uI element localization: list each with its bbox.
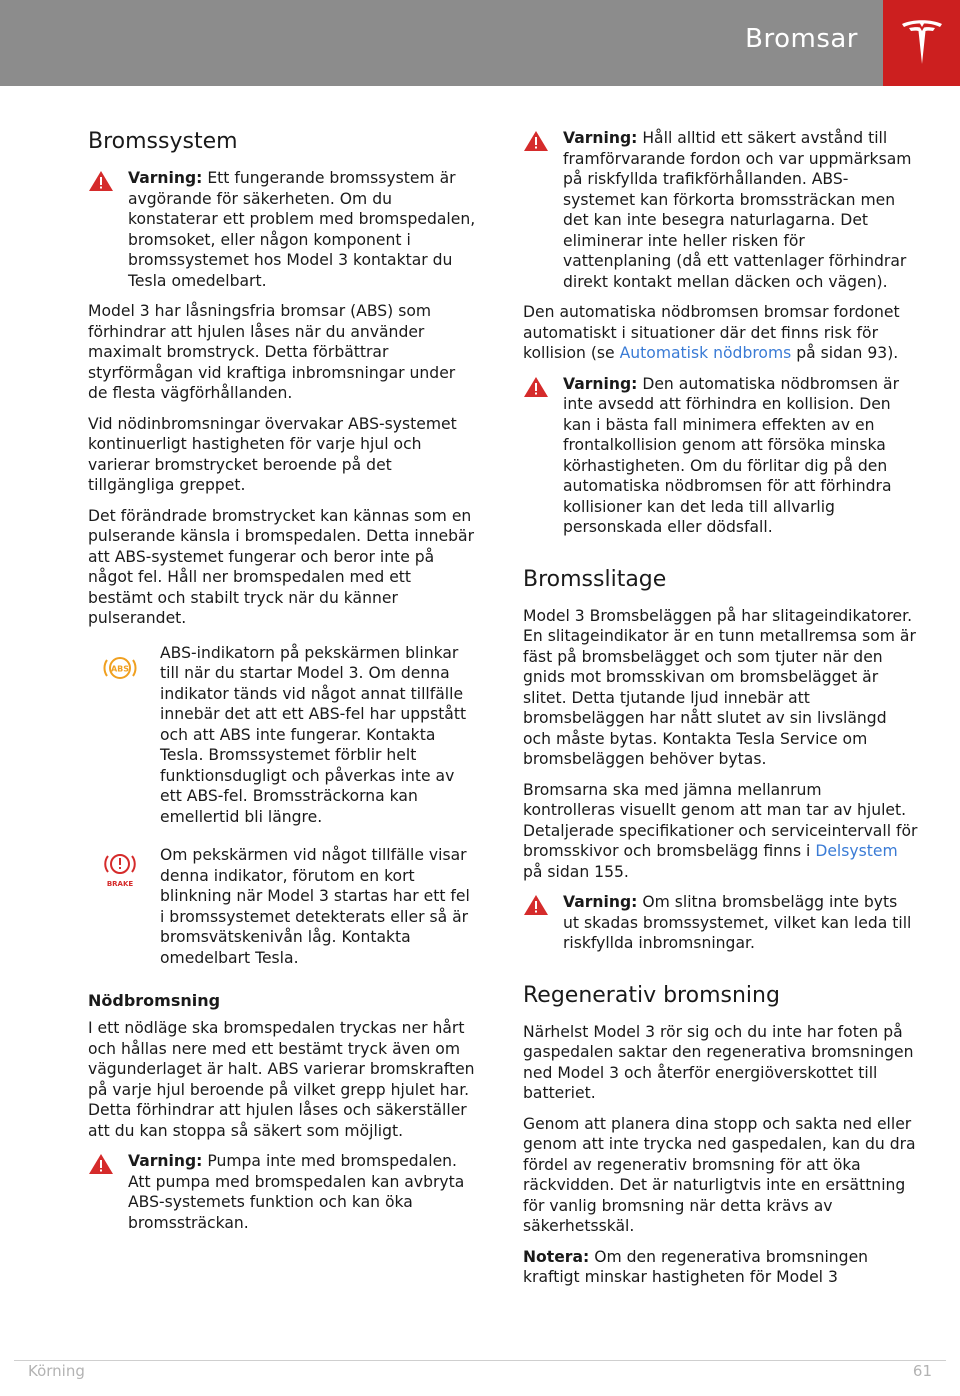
warning-icon	[523, 130, 549, 152]
brake-indicator-text: Om pekskärmen vid något tillfälle visar denna indikator, förutom en kort blinkning när Model 3 startas har ett fel i bromssystemet detekterats eller så är bromsvätskenivån låg. Kontakta omedelbart Tesla.	[160, 846, 470, 967]
heading-bromssystem: Bromssystem	[88, 129, 238, 154]
paragraph-regen-range: Genom att planera dina stopp och sakta ned eller genom att inte trycka ned gaspedalen, kan du dra fördel av regenerativ bromsning för att öka räckvidden. Det är naturligtvis inte en ersättning för vanlig bromsning när detta krävs av säkerhetsskäl.	[523, 1114, 916, 1235]
warning-label: Varning:	[128, 1152, 203, 1170]
link-automatisk-nodbroms[interactable]: Automatisk nödbroms	[619, 344, 792, 362]
warning-icon	[88, 1153, 114, 1175]
paragraph-aeb: Den automatiska nödbromsen bromsar fordonet automatiskt i situationer där det finns risk för kollision (se Automatisk nödbroms på sidan 93).	[523, 303, 900, 362]
warning-icon	[523, 894, 549, 916]
warning-label: Varning:	[563, 374, 638, 393]
note-label: Notera:	[523, 1247, 590, 1266]
warning-text: Pumpa inte med bromspedalen. Att pumpa med bromspedalen kan avbryta ABS-systemets funktion och kan öka bromssträckan.	[128, 1152, 465, 1232]
paragraph-emergency: I ett nödläge ska bromspedalen tryckas ner hårt och hållas nere med ett bestämt tryck även om vägunderlaget är halt. ABS varierar bromskraften på varje hjul beroende på vilket grepp hjulet har. Detta förhindrar att hjulen låses och säkerställer att du kan stoppa så säkert som möjligt.	[88, 1019, 475, 1140]
brake-indicator-icon	[98, 850, 142, 890]
footer-divider	[14, 1360, 946, 1361]
paragraph-pulsing: Det förändrade bromstrycket kan kännas som en pulserande känsla i bromspedalen. Detta innebär att ABS-systemet fungerar och beror inte på något fel. Håll ner bromspedalen med ett bestämt och stabilt tryck när du känner pulserandet.	[88, 506, 474, 627]
warning-text: Håll alltid ett säkert avstånd till framförvarande fordon och var uppmärksam på riskfyllda trafikförhållanden. ABS-systemet kan förkorta bromssträckan men det kan inte besegra naturlagarna. Det eliminerar inte heller risken för vattenplaning (då ett vattenlager förhindrar direkt kontakt mellan däcken och vägen).	[563, 129, 912, 291]
warning-brake-system	[88, 168, 476, 291]
brake-indicator-block	[88, 845, 476, 968]
paragraph-regen-intro: Närhelst Model 3 rör sig och du inte har foten på gaspedalen saktar den regenerativa bromsningen ned Model 3 och återför energiöverskottet till batteriet.	[523, 1022, 914, 1102]
page-header	[0, 0, 960, 86]
page-number: 61	[912, 1362, 932, 1380]
tesla-logo-icon	[900, 18, 944, 68]
brake-icon-label: BRAKE	[106, 880, 134, 888]
warning-icon	[88, 170, 114, 192]
warning-label: Varning:	[563, 893, 638, 911]
warning-aeb	[523, 374, 918, 538]
chapter-title: Bromsar	[745, 24, 858, 54]
tesla-logo	[883, 0, 960, 86]
paragraph-abs-monitoring: Vid nödinbromsningar övervakar ABS-systemet kontinuerligt hastigheten för varje hjul och varierar bromstrycket beroende på det tillgängliga greppet.	[88, 414, 457, 494]
abs-indicator-text: ABS-indikatorn på pekskärmen blinkar till när du startar Model 3. Om denna indikator tänds vid något annat tillfälle innebär det att ett ABS-fel har uppstått och att ABS inte fungerar. Kontakta Tesla. Bromssystemet förblir helt funktionsdugligt och påverkas inte av ett ABS-fel. Bromssträckorna kan emellertid bli längre.	[160, 643, 467, 826]
footer-section: Körning	[28, 1362, 85, 1380]
warning-worn-pads	[523, 892, 918, 954]
abs-indicator-block	[88, 643, 476, 828]
note-regen: Notera: Om den regenerativa bromsningen kraftigt minskar hastigheten för Model 3	[523, 1247, 869, 1286]
left-column	[88, 128, 476, 1243]
heading-bromsslitage: Bromsslitage	[523, 566, 667, 592]
heading-regenerativ: Regenerativ bromsning	[523, 982, 780, 1008]
warning-text: Ett fungerande bromssystem är avgörande för säkerheten. Om du konstaterar ett problem med bromspedalen, bromsoket, eller någon komponent i bromssystemet hos Model 3 kontaktar du Tesla omedelbart.	[128, 169, 476, 290]
right-column	[523, 128, 918, 1298]
warning-distance	[523, 128, 918, 292]
paragraph-wear-indicators: Model 3 Bromsbeläggen på har slitageindikatorer. En slitageindikator är en tunn metallremsa som är fäst på bromsbelägget och som tjuter när den gnids mot bromsskivan om bromsbelägget är slitet. Detta tjutande ljud innebär att bromsbeläggen har nått slutet av sin livslängd och måste bytas. Kontakta Tesla Service om bromsbeläggen behöver bytas.	[523, 606, 916, 768]
paragraph-inspection: Bromsarna ska med jämna mellanrum kontrolleras visuellt genom att man tar av hjulet. Detaljerade specifikationer och serviceintervall för bromsskivor och bromsbelägg finns i Delsystem på sidan 155.	[523, 780, 918, 881]
link-delsystem[interactable]: Delsystem	[815, 842, 898, 860]
warning-text: Om slitna bromsbelägg inte byts ut skadas bromssystemet, vilket kan leda till riskfyllda inbromsningar.	[563, 893, 912, 952]
warning-pumping	[88, 1151, 476, 1233]
warning-icon	[523, 376, 549, 398]
warning-label: Varning:	[563, 129, 638, 147]
paragraph-abs-intro: Model 3 har låsningsfria bromsar (ABS) som förhindrar att hjulen låses när du använder maximalt bromstryck. Detta förbättrar styrförmågan vid kraftiga inbromsningar under de flesta vägförhållanden.	[88, 302, 456, 402]
abs-indicator-icon	[100, 652, 140, 684]
heading-nodbromsning: Nödbromsning	[88, 991, 221, 1010]
abs-icon-label: ABS	[110, 664, 130, 673]
warning-label: Varning:	[128, 169, 203, 187]
warning-text: Den automatiska nödbromsen är inte avsedd att förhindra en kollision. Den kan i bästa fall minimera effekten av en frontalkollision genom att försöka minska körhastigheten. Om du förlitar dig på den automatiska nödbromsen för att förhindra kollisioner kan det leda till allvarlig personskada eller dödsfall.	[563, 374, 899, 536]
